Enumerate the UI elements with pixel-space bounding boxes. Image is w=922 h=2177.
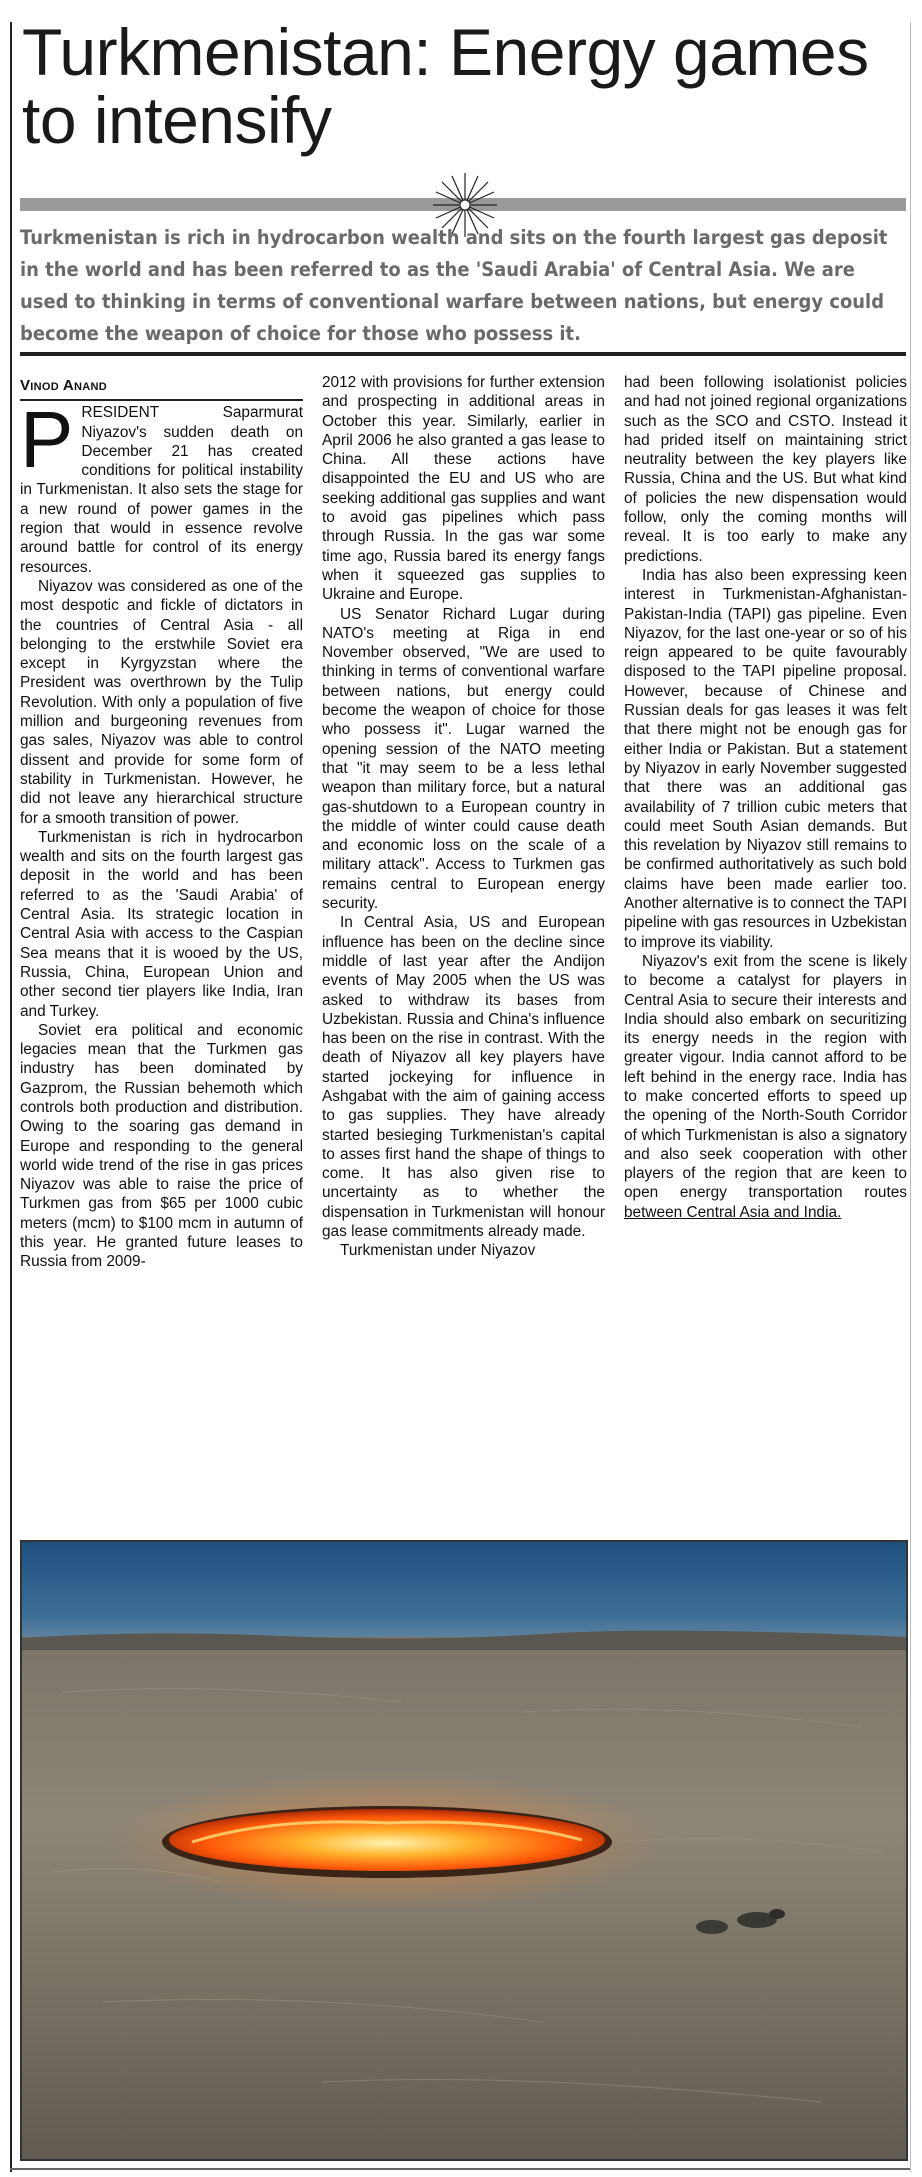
paragraph [20,395,303,577]
dropcap: P [20,395,74,485]
burning-gas-crater-photo [20,1540,908,2161]
deck-divider-rule [20,352,906,356]
paragraph: Turkmenistan is rich in hydrocarbon wealth and sits on the fourth largest gas deposit in the world and has been referred to as the 'Saudi Arabia' of Central Asia. Its strategic location in Central Asia with access to the Caspian Sea means that it is wooed by the US, Russia, China, European Union and other second tier players like India, Iran and Turkey. [20,828,303,1020]
paragraph: had been following isolationist policies and had not joined regional organizations such as the SCO and CSTO. Instead it had prided itself on maintaining strict neutrality between the key players like Russia, China and the US. But what kind of policies the new dispensation would follow, only the coming months will reveal. It is too early to make any predictions. [624,374,907,565]
article-column-3 [624,373,907,1222]
paragraph-text: RESIDENT Saparmurat Niyazov's sudden death on December 21 has created conditions for political instability in Turkmenistan. It also sets the stage for a new round of power games in the region that would in essence revolve around battle for control of its energy resources. [20,404,303,576]
paragraph-text: Niyazov's exit from the scene is likely to become a catalyst for players in Central Asia to secure their interests and India should also embark on securitizing its energy needs in the region with greater vigour. India cannot afford to be left behind in the energy race. India has to make concerted efforts to speed up the opening of the North-South Corridor of which Turkmenistan is also a signatory and also seek cooperation with other players of the region that are keen to open energy transportation routes [624,952,907,1202]
paragraph: US Senator Richard Lugar during NATO's meeting at Riga in end November observed, "We are used to thinking in terms of conventional warfare between nations, but energy could become the weapon of choice for those who possess it". Lugar warned the opening session of the NATO meeting that "it may seem to be a less lethal weapon than military force, but a natural gas-shutdown to a European country in the middle of winter could cause death and economic loss on the scale of a military attack". Access to Turkmen gas remains central to European energy security. [322,605,605,913]
paragraph: Turkmenistan under Niyazov [340,1242,536,1260]
bottom-rule [10,2168,910,2170]
right-margin-rule [910,22,911,2172]
paragraph: Soviet era political and economic legacies mean that the Turkmen gas industry has been dominated by Gazprom, the Russian behemoth which controls both production and distribution. Owing to the soaring gas demand in Europe and responding to the general world wide trend of the rise in gas prices Niyazov was able to raise the price of Turkmen gas from $65 per 1000 cubic meters (mcm) to $100 mcm in autumn of this year. He granted future leases to Russia from 2009- [20,1021,303,1271]
headline: Turkmenistan: Energy games to intensify [22,15,869,157]
photo-illustration [22,1542,906,2159]
paragraph: 2012 with provisions for further extension and prospecting in additional areas in October this year. Similarly, earlier in April 2006 he also granted a gas lease to China. All these actions have disappointed the EU and US who are seeking additional gas supplies and want to avoid gas pipelines which pass through Russia. In the gas war some time ago, Russia bared its energy fangs when it squeezed gas supplies to Ukraine and Europe. [322,374,605,604]
deck-summary: Turkmenistan is rich in hydrocarbon wealth and sits on the fourth largest gas deposit in the world and has been referred to as the 'Saudi Arabia' of Central Asia. We are used to thinking in terms of conventional warfare between nations, but energy could become the weapon of choice for those who possess it. [20,226,888,345]
paragraph: In Central Asia, US and European influence has been on the decline since middle of last year after the Andijon events of May 2005 when the US was asked to withdraw its bases from Uzbekistan. Russia and China's influence has been on the rise in contrast. With the death of Niyazov all key players have started jockeying for influence in Ashgabat with the aim of gaining access to gas supplies. They have already started besieging Turkmenistan's capital to asses first hand the shape of things to come. It has also given rise to uncertainty as to whether the dispensation in Turkmenistan will honour gas lease commitments already made. [322,914,605,1241]
paragraph: India has also been expressing keen interest in Turkmenistan-Afghanistan-Pakistan-India (TAPI) gas pipeline. Even Niyazov, for the last one-year or so of his reign appeared to be quite favourably disposed to the TAPI pipeline proposal. However, because of Chinese and Russian deals for gas leases it was felt that there might not be enough gas for either India or Pakistan. But a statement by Niyazov in early November suggested that there was an additional gas availability of 7 trillion cubic meters that could meet South Asian demands. But this revelation by Niyazov still remains to be confirmed authoritatively as such bold claims have been made earlier too. Another alternative is to connect the TAPI pipeline with gas resources in Uzbekistan to improve its viability. [624,566,907,951]
byline: Vinod Anand [20,376,303,401]
paragraph: Niyazov was considered as one of the most despotic and fickle of dictators in the countries of Central Asia - all belonging to the erstwhile Soviet era except in Kyrgyzstan where the President was overthrown by the Tulip Revolution. With only a population of five million and burgeoning revenues from gas sales, Niyazov was able to control dissent and provide for some form of stability in Turkmenistan. However, he did not leave any hierarchical structure for a smooth transition of power. [20,577,303,827]
paragraph [624,952,907,1222]
article-column-2 [322,373,605,1261]
article-end-line: between Central Asia and India. [624,1203,842,1221]
left-margin-rule [10,22,12,2172]
article-column-1 [20,376,303,1272]
